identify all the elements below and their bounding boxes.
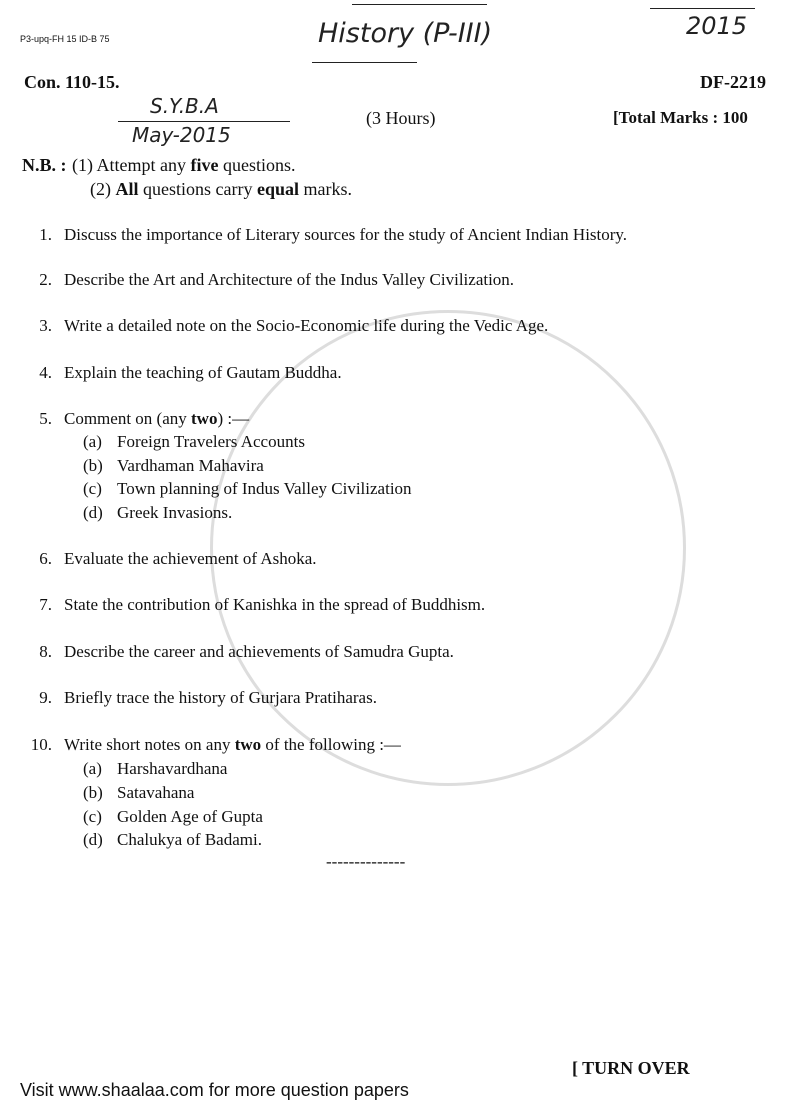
title-underline — [312, 62, 417, 63]
question-number: 2. — [39, 270, 52, 289]
question-text: Briefly trace the history of Gurjara Pratiharas. — [64, 688, 377, 707]
sub-question-text: Vardhaman Mahavira — [117, 456, 264, 475]
question-text: Comment on (any two) :— — [64, 409, 250, 428]
sub-question-text: Town planning of Indus Valley Civilization — [117, 479, 412, 498]
sub-question-text: Satavahana — [117, 783, 195, 802]
question-number: 10. — [30, 735, 52, 754]
year-overline — [650, 8, 755, 9]
nb-label: N.B. : — [22, 155, 67, 175]
sub-question-label: (b) — [83, 456, 103, 475]
sub-question-text: Chalukya of Badami. — [117, 830, 262, 849]
handwritten-date: May-2015 — [132, 123, 231, 147]
question-text: State the contribution of Kanishka in the spread of Buddhism. — [64, 595, 486, 614]
nb-line-2: (2) All questions carry equal marks. — [90, 179, 352, 199]
nb-line-1: (1) Attempt any five questions. — [72, 155, 296, 175]
con-number: Con. 110-15. — [24, 72, 120, 92]
total-marks: [Total Marks : 100 — [613, 108, 748, 127]
question-text: Evaluate the achievement of Ashoka. — [64, 549, 317, 568]
sub-question-label: (a) — [83, 432, 102, 451]
handwritten-title: History (P-III) — [318, 18, 493, 49]
sub-question-text: Golden Age of Gupta — [117, 807, 263, 826]
question-text: Write a detailed note on the Socio-Economic life during the Vedic Age. — [64, 316, 549, 335]
question-text: Discuss the importance of Literary sources for the study of Ancient Indian History. — [64, 225, 628, 244]
duration: (3 Hours) — [366, 108, 436, 128]
sub-question-text: Foreign Travelers Accounts — [117, 432, 305, 451]
paper-id-code: P3-upq-FH 15 ID-B 75 — [20, 34, 110, 44]
class-underline — [118, 121, 290, 122]
question-number: 6. — [39, 549, 52, 568]
sub-question-label: (d) — [83, 503, 103, 522]
question-number: 4. — [39, 363, 52, 382]
handwritten-year: 2015 — [686, 12, 748, 40]
question-text: Describe the Art and Architecture of the Indus Valley Civilization. — [64, 270, 515, 289]
footer-text: Visit www.shaalaa.com for more question papers — [20, 1080, 409, 1100]
sub-question-label: (c) — [83, 807, 102, 826]
handwritten-class: S.Y.B.A — [150, 94, 219, 118]
turn-over: [ TURN OVER — [572, 1058, 690, 1078]
paper-code: DF-2219 — [700, 72, 766, 92]
question-number: 1. — [39, 225, 52, 244]
sub-question-text: Harshavardhana — [117, 759, 228, 778]
sub-question-label: (c) — [83, 479, 102, 498]
question-number: 9. — [39, 688, 52, 707]
sub-question-text: Greek Invasions. — [117, 503, 233, 522]
sub-question-label: (b) — [83, 783, 103, 802]
question-text: Explain the teaching of Gautam Buddha. — [64, 363, 342, 382]
question-number: 5. — [39, 409, 52, 428]
end-rule: -------------- — [326, 852, 406, 871]
question-text: Describe the career and achievements of Samudra Gupta. — [64, 642, 454, 661]
title-overline — [352, 4, 487, 5]
question-number: 8. — [39, 642, 52, 661]
question-text: Write short notes on any two of the following :— — [64, 735, 401, 754]
question-number: 7. — [39, 595, 52, 614]
question-number: 3. — [39, 316, 52, 335]
sub-question-label: (a) — [83, 759, 102, 778]
sub-question-label: (d) — [83, 830, 103, 849]
